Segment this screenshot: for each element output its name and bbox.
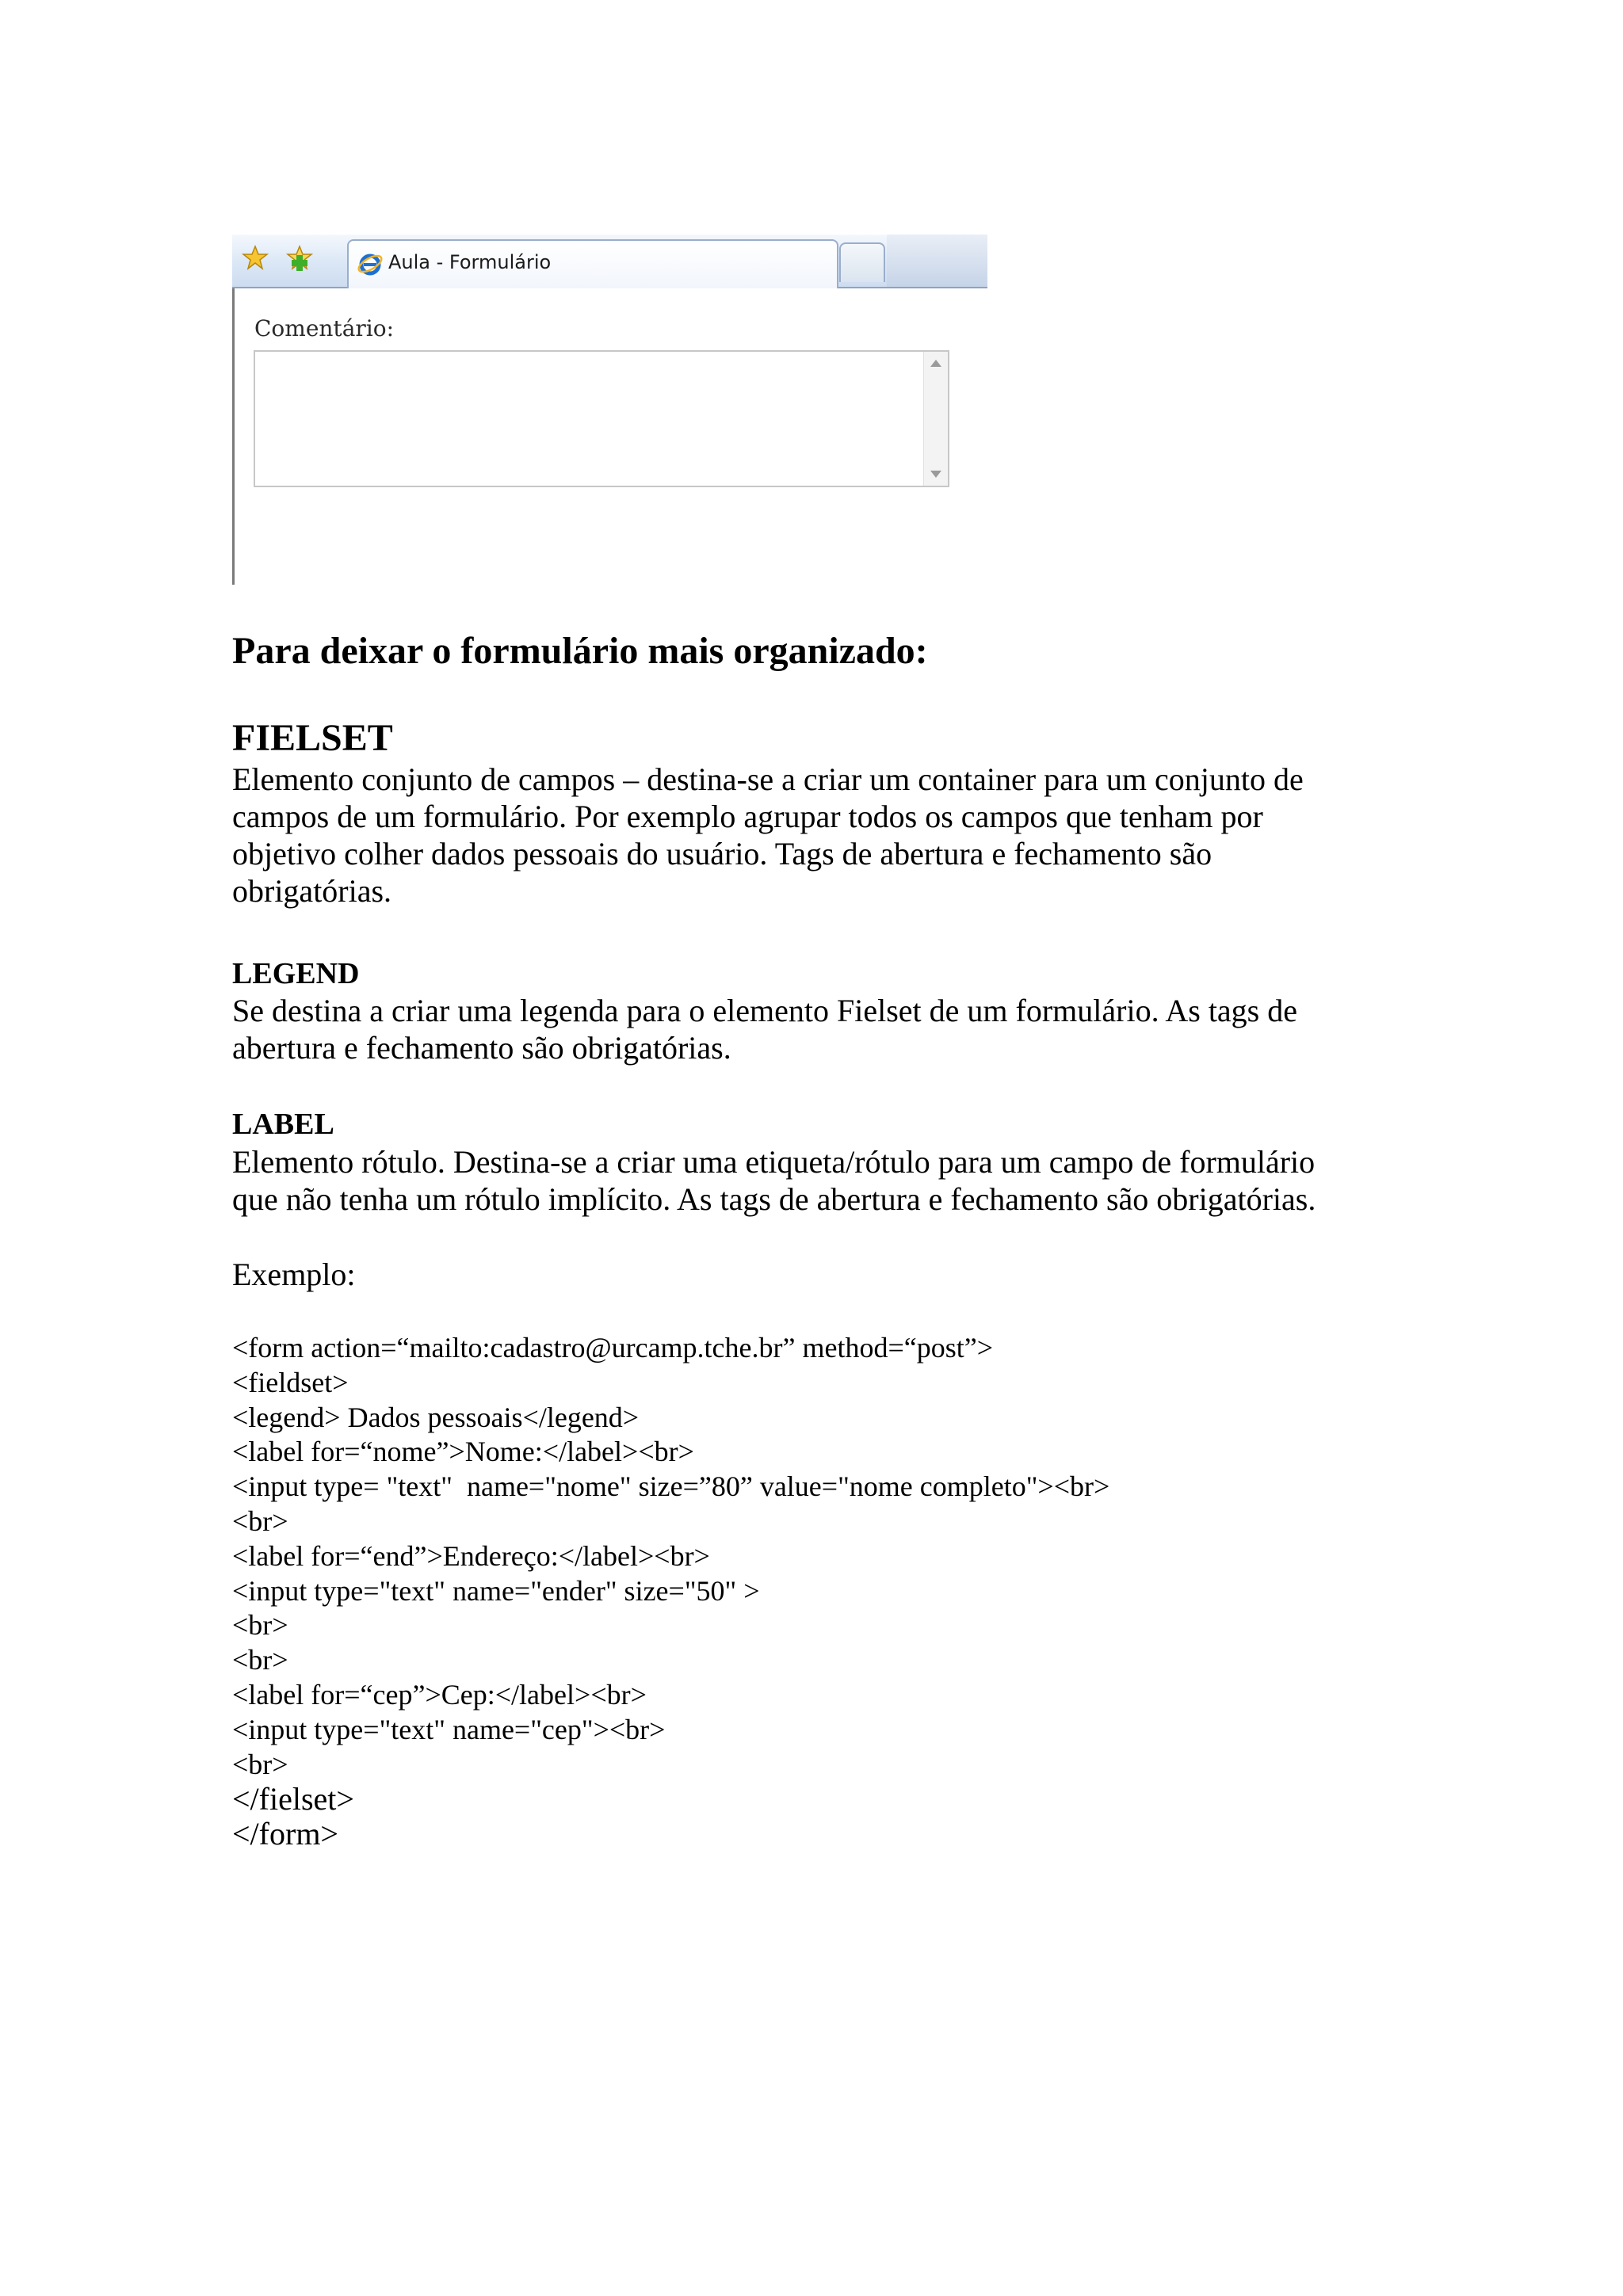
browser-content (232, 288, 987, 585)
code-line: <form action=“mailto:cadastro@urcamp.tche.br” method=“post”> (232, 1332, 994, 1363)
example-label: Exemplo: (232, 1257, 356, 1292)
code-line: <br> (232, 1748, 288, 1780)
page-heading: Para deixar o formulário mais organizado: (232, 630, 928, 672)
code-line: <label for=“end”>Endereço:</label><br> (232, 1539, 710, 1572)
tab-bar-toolbar-area (887, 235, 987, 287)
code-line: <input type="text" name="cep"><br> (232, 1713, 666, 1745)
code-line: <input type="text" name="ender" size="50" > (232, 1574, 760, 1607)
text-line: Elemento rótulo. Destina-se a criar uma etiqueta/rótulo para um campo de formulário (232, 1144, 1316, 1180)
code-example (232, 1331, 1421, 1852)
text-line: Elemento conjunto de campos – destina-se a criar um container para um conjunto de (232, 761, 1304, 797)
code-line: <br> (232, 1505, 288, 1537)
code-line: </fielset> (232, 1781, 354, 1817)
text-line: que não tenha um rótulo implícito. As tags de abertura e fechamento são obrigatórias. (232, 1181, 1316, 1217)
tab-title: Aula - Formulário (388, 251, 552, 273)
section-title-fieldset: FIELSET (232, 717, 393, 759)
section-text-legend (232, 992, 1421, 1066)
code-line: <label for=“cep”>Cep:</label><br> (232, 1678, 647, 1711)
code-line: <label for=“nome”>Nome:</label><br> (232, 1436, 694, 1468)
code-line: <br> (232, 1644, 288, 1676)
browser-tab-bar (232, 235, 987, 288)
comment-textarea[interactable] (254, 350, 949, 487)
tab-aula-formulario[interactable] (347, 239, 838, 288)
scroll-down-arrow-icon[interactable] (930, 471, 941, 478)
code-line: <fieldset> (232, 1366, 349, 1398)
text-line: abertura e fechamento são obrigatórias. (232, 1030, 731, 1066)
text-line: objetivo colher dados pessoais do usuário. Tags de abertura e fechamento são (232, 836, 1212, 871)
section-title-legend: LEGEND (232, 957, 360, 990)
code-line: <br> (232, 1609, 288, 1642)
add-favorite-icon[interactable] (286, 244, 313, 271)
text-line: campos de um formulário. Por exemplo agrupar todos os campos que tenham por (232, 799, 1263, 834)
internet-explorer-icon (357, 250, 384, 277)
text-line: obrigatórias. (232, 873, 392, 909)
code-line: <input type= "text" name="nome" size=”80” value="nome completo"><br> (232, 1470, 1110, 1503)
favorites-star-icon[interactable] (242, 244, 269, 271)
section-title-label: LABEL (232, 1108, 334, 1141)
section-text-label (232, 1143, 1421, 1218)
comment-label: Comentário: (254, 315, 395, 341)
new-tab-button[interactable] (839, 242, 885, 282)
text-line: Se destina a criar uma legenda para o elemento Fielset de um formulário. As tags de (232, 993, 1298, 1028)
browser-screenshot (232, 235, 987, 585)
code-line: </form> (232, 1816, 338, 1852)
scroll-up-arrow-icon[interactable] (930, 360, 941, 367)
section-text-fieldset (232, 761, 1421, 910)
textarea-scrollbar[interactable] (923, 352, 948, 486)
code-line: <legend> Dados pessoais</legend> (232, 1401, 640, 1433)
